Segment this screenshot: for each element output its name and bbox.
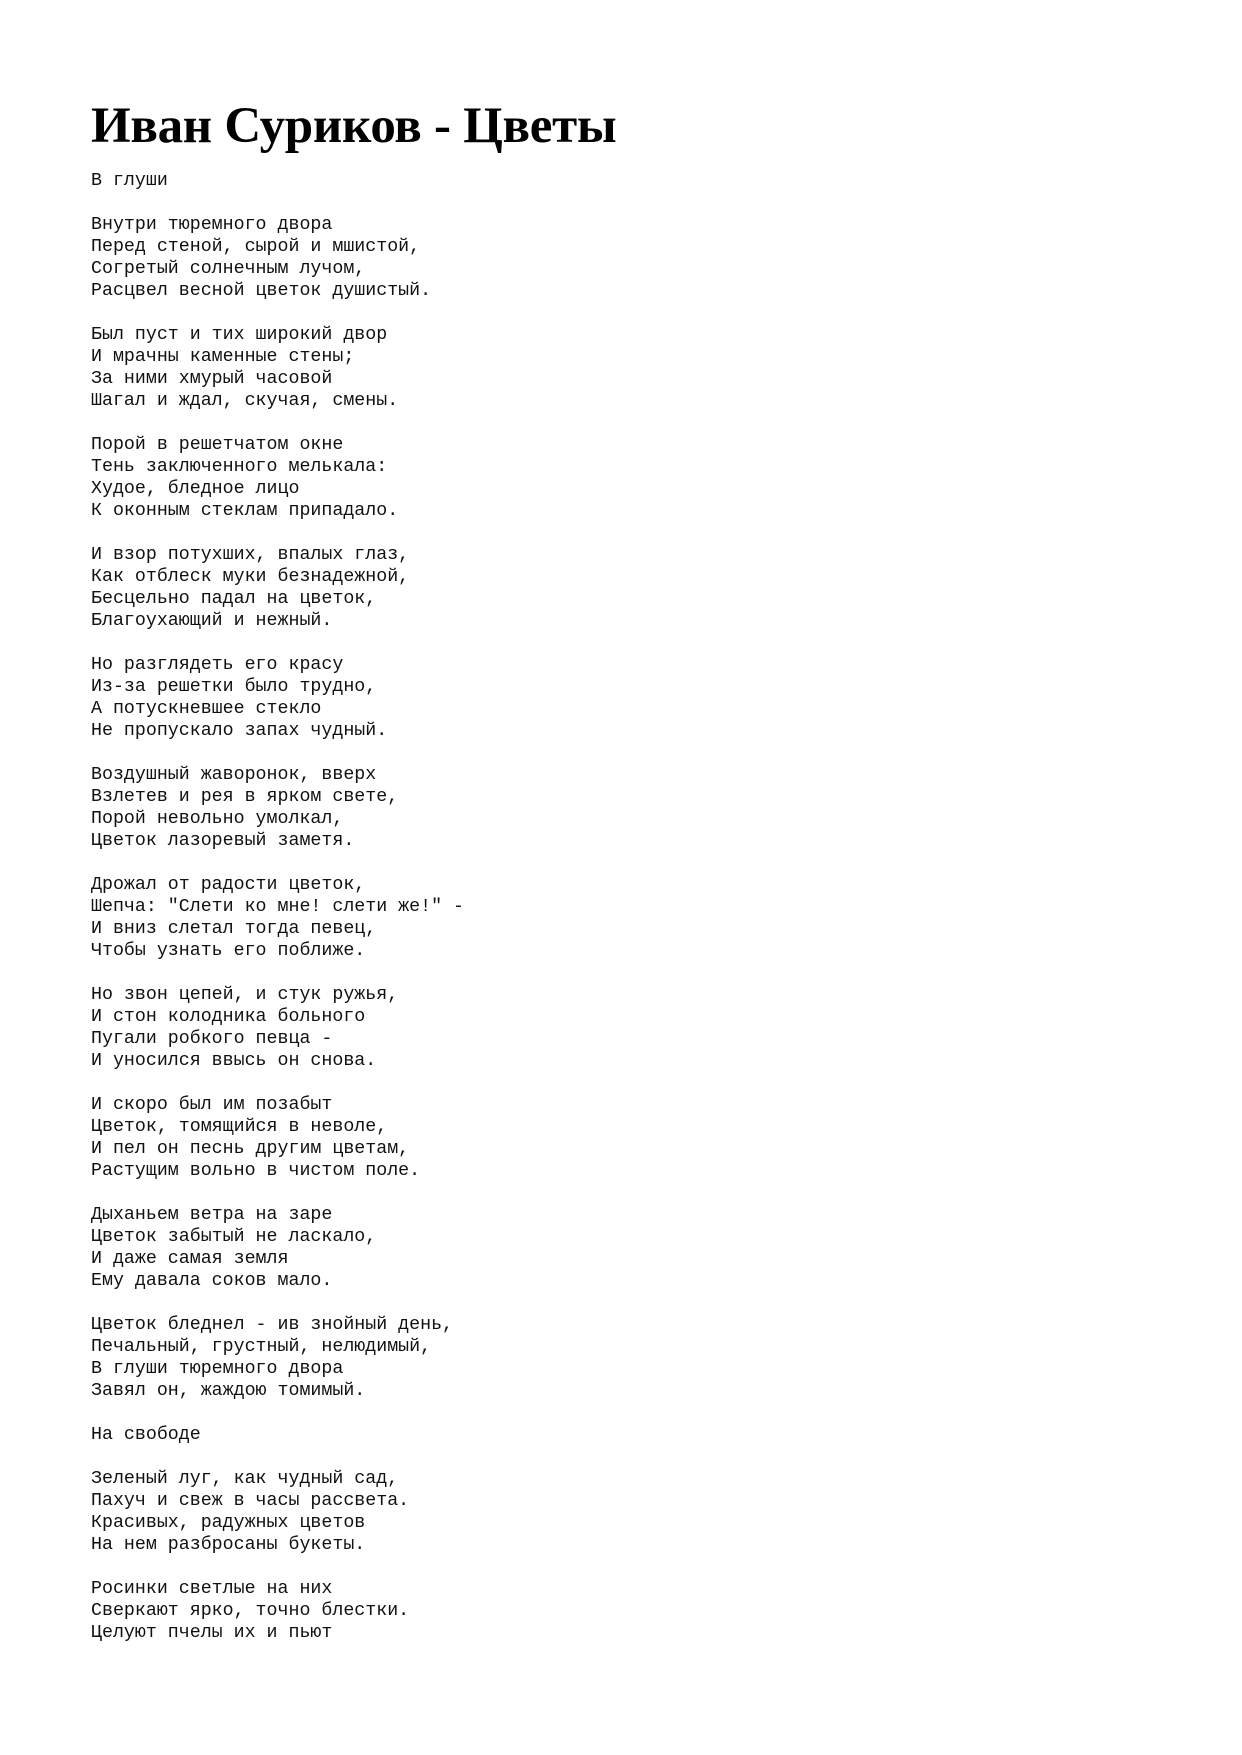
poem-line: Худое, бледное лицо [91,479,300,499]
poem-line: К оконным стеклам припадало. [91,501,399,521]
poem-line: За ними хмурый часовой [91,369,333,389]
poem-line: И вниз слетал тогда певец, [91,919,377,939]
stanza-gap [91,192,1191,214]
poem-line: Целуют пчелы их и пьют [91,1623,333,1643]
poem-line: Порой в решетчатом окне [91,435,344,455]
poem-line: Был пуст и тих широкий двор [91,325,388,345]
stanza-gap [91,522,1191,544]
stanza-gap [91,742,1191,764]
poem-line: И взор потухших, впалых глаз, [91,545,410,565]
poem-line: На нем разбросаны букеты. [91,1535,366,1555]
poem-line: Перед стеной, сырой и мшистой, [91,237,421,257]
stanza-gap [91,632,1191,654]
poem-line: Цветок, томящийся в неволе, [91,1117,388,1137]
poem-line: Ему давала соков мало. [91,1271,333,1291]
poem-line: Дрожал от радости цветок, [91,875,366,895]
poem-line: Растущим вольно в чистом поле. [91,1161,421,1181]
poem-line: Из-за решетки было трудно, [91,677,377,697]
poem-line: И скоро был им позабыт [91,1095,333,1115]
stanza-gap [91,1556,1191,1578]
poem-line: Как отблеск муки безнадежной, [91,567,410,587]
poem-line: Красивых, радужных цветов [91,1513,366,1533]
stanza-gap [91,1402,1191,1424]
poem-line: Шагал и ждал, скучая, смены. [91,391,399,411]
poem-body [91,170,1191,1644]
poem-line: В глуши тюремного двора [91,1359,344,1379]
poem-line: Согретый солнечным лучом, [91,259,366,279]
poem-line: Завял он, жаждою томимый. [91,1381,366,1401]
poem-line: И стон колодника больного [91,1007,366,1027]
poem-line: Цветок забытый не ласкало, [91,1227,377,1247]
document-page [91,96,1191,1644]
stanza-gap [91,962,1191,984]
poem-line: Взлетев и рея в ярком свете, [91,787,399,807]
stanza-gap [91,302,1191,324]
poem-line: Печальный, грустный, нелюдимый, [91,1337,432,1357]
poem-line: И мрачны каменные стены; [91,347,355,367]
poem-line: Чтобы узнать его поближе. [91,941,366,961]
poem-line: Тень заключенного мелькала: [91,457,388,477]
poem-line: Расцвел весной цветок душистый. [91,281,432,301]
poem-line: Бесцельно падал на цветок, [91,589,377,609]
stanza-gap [91,1446,1191,1468]
poem-line: И уносился ввысь он снова. [91,1051,377,1071]
poem-line: Воздушный жаворонок, вверх [91,765,377,785]
poem-line: Порой невольно умолкал, [91,809,344,829]
poem-line: Не пропускало запах чудный. [91,721,388,741]
poem-line: Росинки светлые на них [91,1579,333,1599]
poem-line: Зеленый луг, как чудный сад, [91,1469,399,1489]
stanza-gap [91,1072,1191,1094]
stanza-gap [91,1292,1191,1314]
poem-line: Цветок лазоревый заметя. [91,831,355,851]
document-title: Иван Суриков - Цветы [91,98,617,154]
poem-line: И даже самая земля [91,1249,289,1269]
poem-line: Внутри тюремного двора [91,215,333,235]
poem-line: А потускневшее стекло [91,699,322,719]
stanza-gap [91,1182,1191,1204]
poem-line: Благоухающий и нежный. [91,611,333,631]
poem-line: Пахуч и свеж в часы рассвета. [91,1491,410,1511]
poem-line: Пугали робкого певца - [91,1029,333,1049]
poem-line: На свободе [91,1425,201,1445]
poem-line: Дыханьем ветра на заре [91,1205,333,1225]
poem-line: Но звон цепей, и стук ружья, [91,985,399,1005]
poem-line: В глуши [91,171,168,191]
poem-line: Сверкают ярко, точно блестки. [91,1601,410,1621]
poem-line: И пел он песнь другим цветам, [91,1139,410,1159]
poem-line: Но разглядеть его красу [91,655,344,675]
stanza-gap [91,852,1191,874]
poem-line: Цветок бледнел - ив знойный день, [91,1315,454,1335]
poem-line: Шепча: "Слети ко мне! слети же!" - [91,897,464,917]
stanza-gap [91,412,1191,434]
